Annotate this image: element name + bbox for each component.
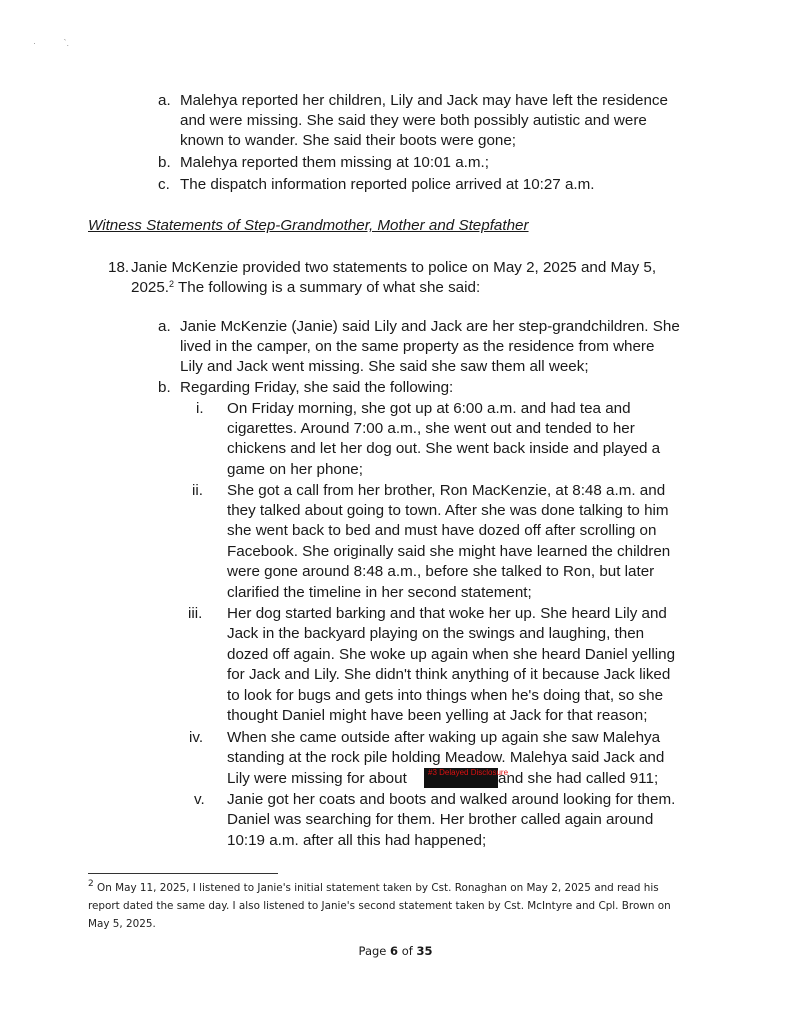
list-item-line: Malehya reported her children, Lily and Jack may have left the residence <box>180 92 668 109</box>
footnote-line: May 5, 2025. <box>88 918 156 930</box>
list-item-line: and were missing. She said they were both possibly autistic and were <box>180 112 647 129</box>
roman-marker: v. <box>194 791 205 808</box>
roman-item-line: Her dog started barking and that woke her up. She heard Lily and <box>227 605 667 622</box>
list-item-line: known to wander. She said their boots were gone; <box>180 132 517 149</box>
paragraph-line <box>131 278 480 298</box>
section-heading: Witness Statements of Step-Grandmother, Mother and Stepfather <box>88 217 529 234</box>
roman-item-line: thought Daniel might have been yelling at Jack for that reason; <box>227 707 648 724</box>
roman-marker: iii. <box>188 605 203 622</box>
footnote-ref: 2 <box>169 279 175 289</box>
paragraph-number: 18. <box>108 259 130 276</box>
roman-item-line: for Jack and Lily. She didn't think anything of it because Jack liked <box>227 666 671 683</box>
roman-item-line: Facebook. She originally said she might have learned the children <box>227 543 671 560</box>
footnote-line: report dated the same day. I also listened to Janie's second statement taken by Cst. McIntyre and Cpl. Brown on <box>88 900 671 912</box>
footnote-rule <box>88 873 278 874</box>
roman-item-line: Lily were missing for about <box>227 770 407 787</box>
paragraph-text: 2025. <box>131 279 170 296</box>
list-marker: a. <box>158 318 171 335</box>
list-item-line: Regarding Friday, she said the following: <box>180 379 454 396</box>
list-marker: c. <box>158 176 170 193</box>
roman-marker: ii. <box>192 482 203 499</box>
list-item-line: The dispatch information reported police arrived at 10:27 a.m. <box>180 176 595 193</box>
roman-marker: i. <box>196 400 204 417</box>
roman-item-line: and she had called 911; <box>498 770 659 787</box>
roman-item-line: standing at the rock pile holding Meadow. Malehya said Jack and <box>227 749 665 766</box>
roman-item-line: Jack in the backyard playing on the swings and laughing, then <box>227 625 645 642</box>
roman-item-line: 10:19 a.m. after all this had happened; <box>227 832 487 849</box>
footnote-text: On May 11, 2025, I listened to Janie's initial statement taken by Cst. Ronaghan on May 2, 2025 and read his <box>97 882 659 894</box>
roman-item-line: chickens and let her dog out. She went back inside and played a <box>227 440 661 457</box>
footnote-number: 2 <box>88 879 94 889</box>
roman-item-line: were gone around 8:48 a.m., before she talked to Ron, but later <box>227 563 655 580</box>
scan-specks: · `. <box>33 38 69 48</box>
roman-item-line: to look for bugs and gets into things when he's doing that, so she <box>227 687 664 704</box>
roman-item-line: Janie got her coats and boots and walked around looking for them. <box>227 791 676 808</box>
roman-item-line: game on her phone; <box>227 461 363 478</box>
list-item-line: Malehya reported them missing at 10:01 a.m.; <box>180 154 489 171</box>
page-label: Page <box>358 944 387 958</box>
roman-item-line: dozed off again. She woke up again when she heard Daniel yelling <box>227 646 676 663</box>
page-number <box>0 944 791 958</box>
footnote-line <box>88 880 659 897</box>
roman-item-line: cigarettes. Around 7:00 a.m., she went out and tended to her <box>227 420 635 437</box>
list-marker: b. <box>158 154 171 171</box>
roman-item-line: clarified the timeline in her second statement; <box>227 584 532 601</box>
roman-item-line: She got a call from her brother, Ron MacKenzie, at 8:48 a.m. and <box>227 482 666 499</box>
list-item-line: lived in the camper, on the same property as the residence from where <box>180 338 655 355</box>
list-item-line: Janie McKenzie (Janie) said Lily and Jack are her step-grandchildren. She <box>180 318 680 335</box>
page-current: 6 <box>390 944 399 958</box>
paragraph-line: Janie McKenzie provided two statements to police on May 2, 2025 and May 5, <box>131 259 657 276</box>
page-of: of <box>401 944 413 958</box>
roman-item-line: When she came outside after waking up again she saw Malehya <box>227 729 661 746</box>
paragraph-text: The following is a summary of what she said: <box>174 279 481 296</box>
roman-marker: iv. <box>189 729 204 746</box>
roman-item-line: Daniel was searching for them. Her brother called again around <box>227 811 654 828</box>
list-item-line: Lily and Jack went missing. She said she saw them all week; <box>180 358 589 375</box>
page-total: 35 <box>416 944 433 958</box>
roman-item-line: they talked about going to town. After she was done talking to him <box>227 502 669 519</box>
list-marker: a. <box>158 92 171 109</box>
redaction-label: #3 Delayed Disclosure <box>428 768 509 777</box>
roman-item-line: On Friday morning, she got up at 6:00 a.m. and had tea and <box>227 400 631 417</box>
list-marker: b. <box>158 379 171 396</box>
roman-item-line: she went back to bed and must have dozed off after scrolling on <box>227 522 657 539</box>
